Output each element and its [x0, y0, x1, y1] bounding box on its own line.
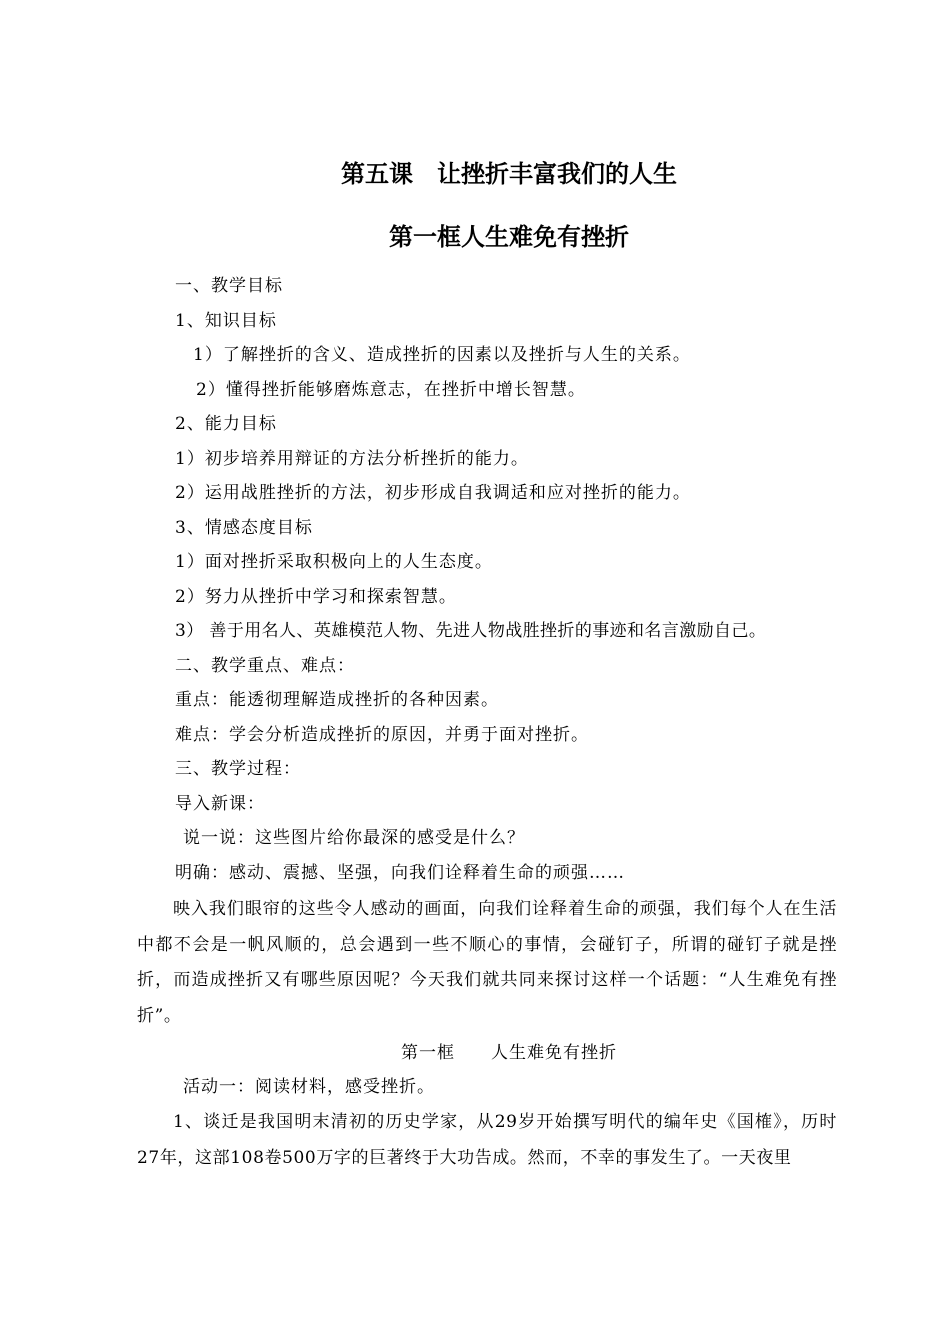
section-title: 第一框人生难免有挫折 [389, 222, 629, 251]
section-heading: 第一框 人生难免有挫折 [401, 1043, 617, 1063]
text-line: 1）初步培养用辩证的方法分析挫折的能力。 [175, 449, 529, 469]
lesson-title: 第五课 让挫折丰富我们的人生 [341, 159, 677, 188]
text-line: 2）懂得挫折能够磨炼意志，在挫折中增长智慧。 [196, 380, 586, 400]
intro-paragraph: 映入我们眼帘的这些令人感动的画面，向我们诠释着生命的顽强，我们每个人在生活中都不会是一帆风顺的，总会遇到一些不顺心的事情，会碰钉子，所谓的碰钉子就是挫折，而造成挫折又有哪些原因呢？今天我们就共同来探讨这样一个话题：“人生难免有挫折”。 [137, 899, 837, 1026]
text-line: 三、教学过程： [175, 759, 301, 779]
material-paragraph: 1、谈迁是我国明末清初的历史学家，从29岁开始撰写明代的编年史《国榷》，历时27年，这部108卷500万字的巨著终于大功告成。然而，不幸的事发生了。一天夜里 [137, 1112, 837, 1168]
text-line: 明确：感动、震撼、坚强，向我们诠释着生命的顽强…… [175, 863, 625, 883]
text-line: 3） 善于用名人、英雄模范人物、先进人物战胜挫折的事迹和名言激励自己。 [175, 621, 767, 641]
text-line: 难点：学会分析造成挫折的原因，并勇于面对挫折。 [175, 725, 589, 745]
text-line: 重点：能透彻理解造成挫折的各种因素。 [175, 690, 499, 710]
text-line: 2、能力目标 [175, 414, 277, 434]
activity-line: 活动一：阅读材料，感受挫折。 [183, 1077, 435, 1097]
text-line: 2）努力从挫折中学习和探索智慧。 [175, 587, 457, 607]
text-line: 2）运用战胜挫折的方法，初步形成自我调适和应对挫折的能力。 [175, 483, 691, 503]
text-line: 导入新课： [175, 794, 265, 814]
text-line: 说一说：这些图片给你最深的感受是什么？ [183, 828, 525, 848]
text-line: 1、知识目标 [175, 311, 277, 331]
text-line: 1）了解挫折的含义、造成挫折的因素以及挫折与人生的关系。 [193, 345, 691, 365]
text-line: 二、教学重点、难点： [175, 656, 355, 676]
text-line: 一、教学目标 [175, 276, 283, 296]
text-line: 3、情感态度目标 [175, 518, 313, 538]
text-line: 1）面对挫折采取积极向上的人生态度。 [175, 552, 493, 572]
